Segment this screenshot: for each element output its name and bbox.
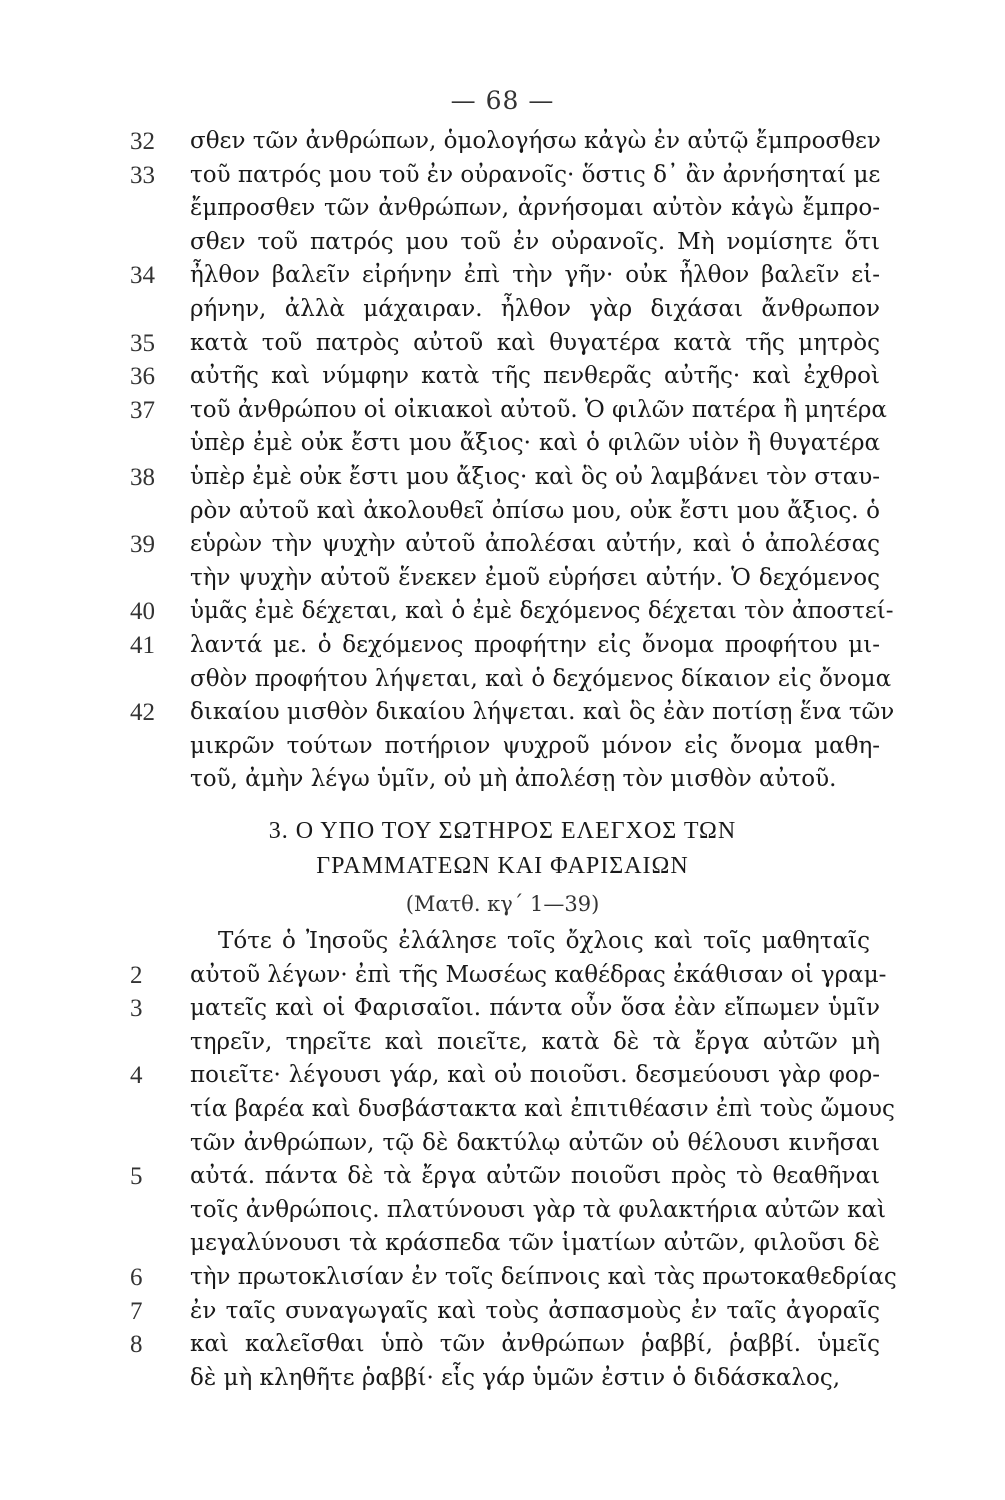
line-text: τία βαρέα καὶ δυσβάστακτα καὶ ἐπιτιθέασιν ἐπὶ τοὺς ὤμους	[190, 1095, 895, 1122]
line-text: ὑμᾶς ἐμὲ δέχεται, καὶ ὁ ἐμὲ δεχόμενος δέχεται τὸν ἀποστεί-	[190, 598, 894, 625]
verse-number: 41	[130, 631, 155, 659]
text-line	[0, 730, 1005, 764]
line-text: ἦλθον βαλεῖν εἰρήνην ἐπὶ τὴν γῆν· οὐκ ἦλθον βαλεῖν εἰ-	[190, 262, 880, 289]
line-text: τοῦ, ἀμὴν λέγω ὑμῖν, οὐ μὴ ἀπολέσῃ τὸν μισθὸν αὐτοῦ.	[190, 766, 837, 793]
text-line	[0, 1127, 1005, 1161]
line-text: ματεῖς καὶ οἱ Φαρισαῖοι. πάντα οὖν ὅσα ἐὰν εἴπωμεν ὑμῖν	[190, 995, 880, 1022]
section-heading-line-2: ΓΡΑΜΜΑΤΕΩΝ ΚΑΙ ΦΑΡΙΣΑΙΩΝ	[316, 853, 689, 879]
verse-number: 37	[130, 396, 155, 424]
line-text: τῶν ἀνθρώπων, τῷ δὲ δακτύλῳ αὐτῶν οὐ θέλουσι κινῆσαι	[190, 1129, 880, 1156]
text-line	[0, 427, 1005, 461]
verse-passage-matthew-10	[0, 125, 1005, 797]
verse-number: 7	[130, 1297, 143, 1325]
verse-number: 39	[130, 531, 155, 559]
line-text: αὐτά. πάντα δὲ τὰ ἔργα αὐτῶν ποιοῦσι πρὸς τὸ θεαθῆναι	[190, 1163, 880, 1190]
line-text: αὐτῆς καὶ νύμφην κατὰ τῆς πενθερᾶς αὐτῆς· καὶ ἐχθροὶ	[190, 363, 880, 390]
line-text: ρὸν αὐτοῦ καὶ ἀκολουθεῖ ὀπίσω μου, οὐκ ἔστι μου ἄξιος. ὁ	[190, 497, 880, 524]
text-line	[0, 1295, 1005, 1329]
text-line	[0, 663, 1005, 697]
line-text: ὑπὲρ ἐμὲ οὐκ ἔστι μου ἄξιος· καὶ ὃς οὐ λαμβάνει τὸν σταυ-	[190, 463, 880, 490]
line-text: μεγαλύνουσι τὰ κράσπεδα τῶν ἱματίων αὐτῶν, φιλοῦσι δὲ	[190, 1230, 880, 1257]
verse-number: 34	[130, 262, 155, 290]
line-text: δικαίου μισθὸν δικαίου λήψεται. καὶ ὃς ἐὰν ποτίσῃ ἕνα τῶν	[190, 699, 895, 726]
text-line	[0, 1160, 1005, 1194]
verse-number: 2	[130, 961, 143, 989]
line-text: μικρῶν τούτων ποτήριον ψυχροῦ μόνον εἰς ὄνομα μαθη-	[190, 732, 880, 759]
text-line	[0, 226, 1005, 260]
line-text: τοῦ πατρός μου τοῦ ἐν οὐρανοῖς· ὅστις δ᾽ ἂν ἀρνήσηταί με	[190, 161, 881, 188]
line-text: τὴν ψυχὴν αὐτοῦ ἕνεκεν ἐμοῦ εὑρήσει αὐτήν. Ὁ δεχόμενος	[190, 564, 880, 591]
text-line	[0, 1227, 1005, 1261]
line-text: ὑπὲρ ἐμὲ οὐκ ἔστι μου ἄξιος· καὶ ὁ φιλῶν υἱὸν ἢ θυγατέρα	[190, 430, 880, 457]
line-text: ρήνην, ἀλλὰ μάχαιραν. ἦλθον γὰρ διχάσαι ἄνθρωπον	[190, 295, 880, 322]
text-line	[0, 495, 1005, 529]
text-line	[0, 125, 1005, 159]
line-text: κατὰ τοῦ πατρὸς αὐτοῦ καὶ θυγατέρα κατὰ τῆς μητρὸς	[190, 329, 880, 356]
line-text: Τότε ὁ Ἰησοῦς ἐλάλησε τοῖς ὄχλοις καὶ τοῖς μαθηταῖς	[218, 928, 870, 954]
verse-number: 6	[130, 1263, 143, 1291]
text-line	[0, 159, 1005, 193]
text-line	[0, 327, 1005, 361]
text-line	[0, 1362, 1005, 1396]
text-line	[0, 192, 1005, 226]
verse-number: 40	[130, 598, 155, 626]
text-line	[0, 959, 1005, 993]
page-number: — 68 —	[450, 86, 555, 115]
verse-number: 8	[130, 1331, 143, 1359]
text-line	[0, 1194, 1005, 1228]
scripture-reference: (Ματθ. κγ΄ 1—39)	[405, 892, 600, 916]
verse-number: 32	[130, 128, 155, 155]
verse-number: 4	[130, 1062, 143, 1090]
text-line	[0, 629, 1005, 663]
line-text: τὴν πρωτοκλισίαν ἐν τοῖς δείπνοις καὶ τὰς πρωτοκαθεδρίας	[190, 1263, 897, 1290]
line-text: δὲ μὴ κληθῆτε ῥαββί· εἷς γάρ ὑμῶν ἐστιν ὁ διδάσκαλος,	[190, 1364, 841, 1391]
text-line	[0, 461, 1005, 495]
line-text: τοῖς ἀνθρώποις. πλατύνουσι γὰρ τὰ φυλακτήρια αὐτῶν καὶ	[190, 1196, 887, 1223]
text-line	[0, 1093, 1005, 1127]
text-line	[0, 1261, 1005, 1295]
text-line	[0, 259, 1005, 293]
line-text: ἔμπροσθεν τῶν ἀνθρώπων, ἀρνήσομαι αὐτὸν κἀγὼ ἔμπρο-	[190, 195, 880, 222]
verse-passage-matthew-23	[0, 925, 1005, 1395]
text-line	[0, 528, 1005, 562]
verse-number: 3	[130, 995, 143, 1023]
verse-number: 36	[130, 363, 155, 391]
line-text: αὐτοῦ λέγων· ἐπὶ τῆς Μωσέως καθέδρας ἐκάθισαν οἱ γραμ-	[190, 961, 887, 988]
line-text: ἐν ταῖς συναγωγαῖς καὶ τοὺς ἀσπασμοὺς ἐν ταῖς ἀγοραῖς	[190, 1297, 880, 1324]
line-text: σθεν τῶν ἀνθρώπων, ὁμολογήσω κἀγὼ ἐν αὐτῷ ἔμπροσθεν	[190, 128, 881, 154]
verse-number: 33	[130, 161, 155, 189]
text-line	[0, 992, 1005, 1026]
text-line	[0, 925, 1005, 959]
verse-number: 38	[130, 463, 155, 491]
text-line	[0, 562, 1005, 596]
text-line	[0, 394, 1005, 428]
line-text: ποιεῖτε· λέγουσι γάρ, καὶ οὐ ποιοῦσι. δεσμεύουσι γὰρ φορ-	[190, 1062, 880, 1089]
line-text: καὶ καλεῖσθαι ὑπὸ τῶν ἀνθρώπων ῥαββί, ῥαββί. ὑμεῖς	[190, 1331, 880, 1358]
line-text: τηρεῖν, τηρεῖτε καὶ ποιεῖτε, κατὰ δὲ τὰ ἔργα αὐτῶν μὴ	[190, 1028, 880, 1055]
line-text: τοῦ ἀνθρώπου οἱ οἰκιακοὶ αὐτοῦ. Ὁ φιλῶν πατέρα ἢ μητέρα	[190, 396, 887, 423]
text-line	[0, 1328, 1005, 1362]
text-line	[0, 1059, 1005, 1093]
line-text: σθὸν προφήτου λήψεται, καὶ ὁ δεχόμενος δίκαιον εἰς ὄνομα	[190, 665, 892, 692]
section-heading-line-1: 3. Ο ΥΠΟ ΤΟΥ ΣΩΤΗΡΟΣ ΕΛΕΓΧΟΣ ΤΩΝ	[268, 818, 737, 844]
line-text: λαντά με. ὁ δεχόμενος προφήτην εἰς ὄνομα προφήτου μι-	[190, 631, 880, 658]
verse-number: 35	[130, 329, 155, 357]
verse-number: 5	[130, 1163, 143, 1191]
text-line	[0, 293, 1005, 327]
text-line	[0, 360, 1005, 394]
text-line	[0, 696, 1005, 730]
line-text: σθεν τοῦ πατρός μου τοῦ ἐν οὐρανοῖς. Μὴ νομίσητε ὅτι	[190, 228, 880, 255]
text-line	[0, 1026, 1005, 1060]
verse-number: 42	[130, 699, 155, 727]
line-text: εὑρὼν τὴν ψυχὴν αὐτοῦ ἀπολέσαι αὐτήν, καὶ ὁ ἀπολέσας	[190, 531, 880, 558]
text-line	[0, 763, 1005, 797]
text-line	[0, 595, 1005, 629]
